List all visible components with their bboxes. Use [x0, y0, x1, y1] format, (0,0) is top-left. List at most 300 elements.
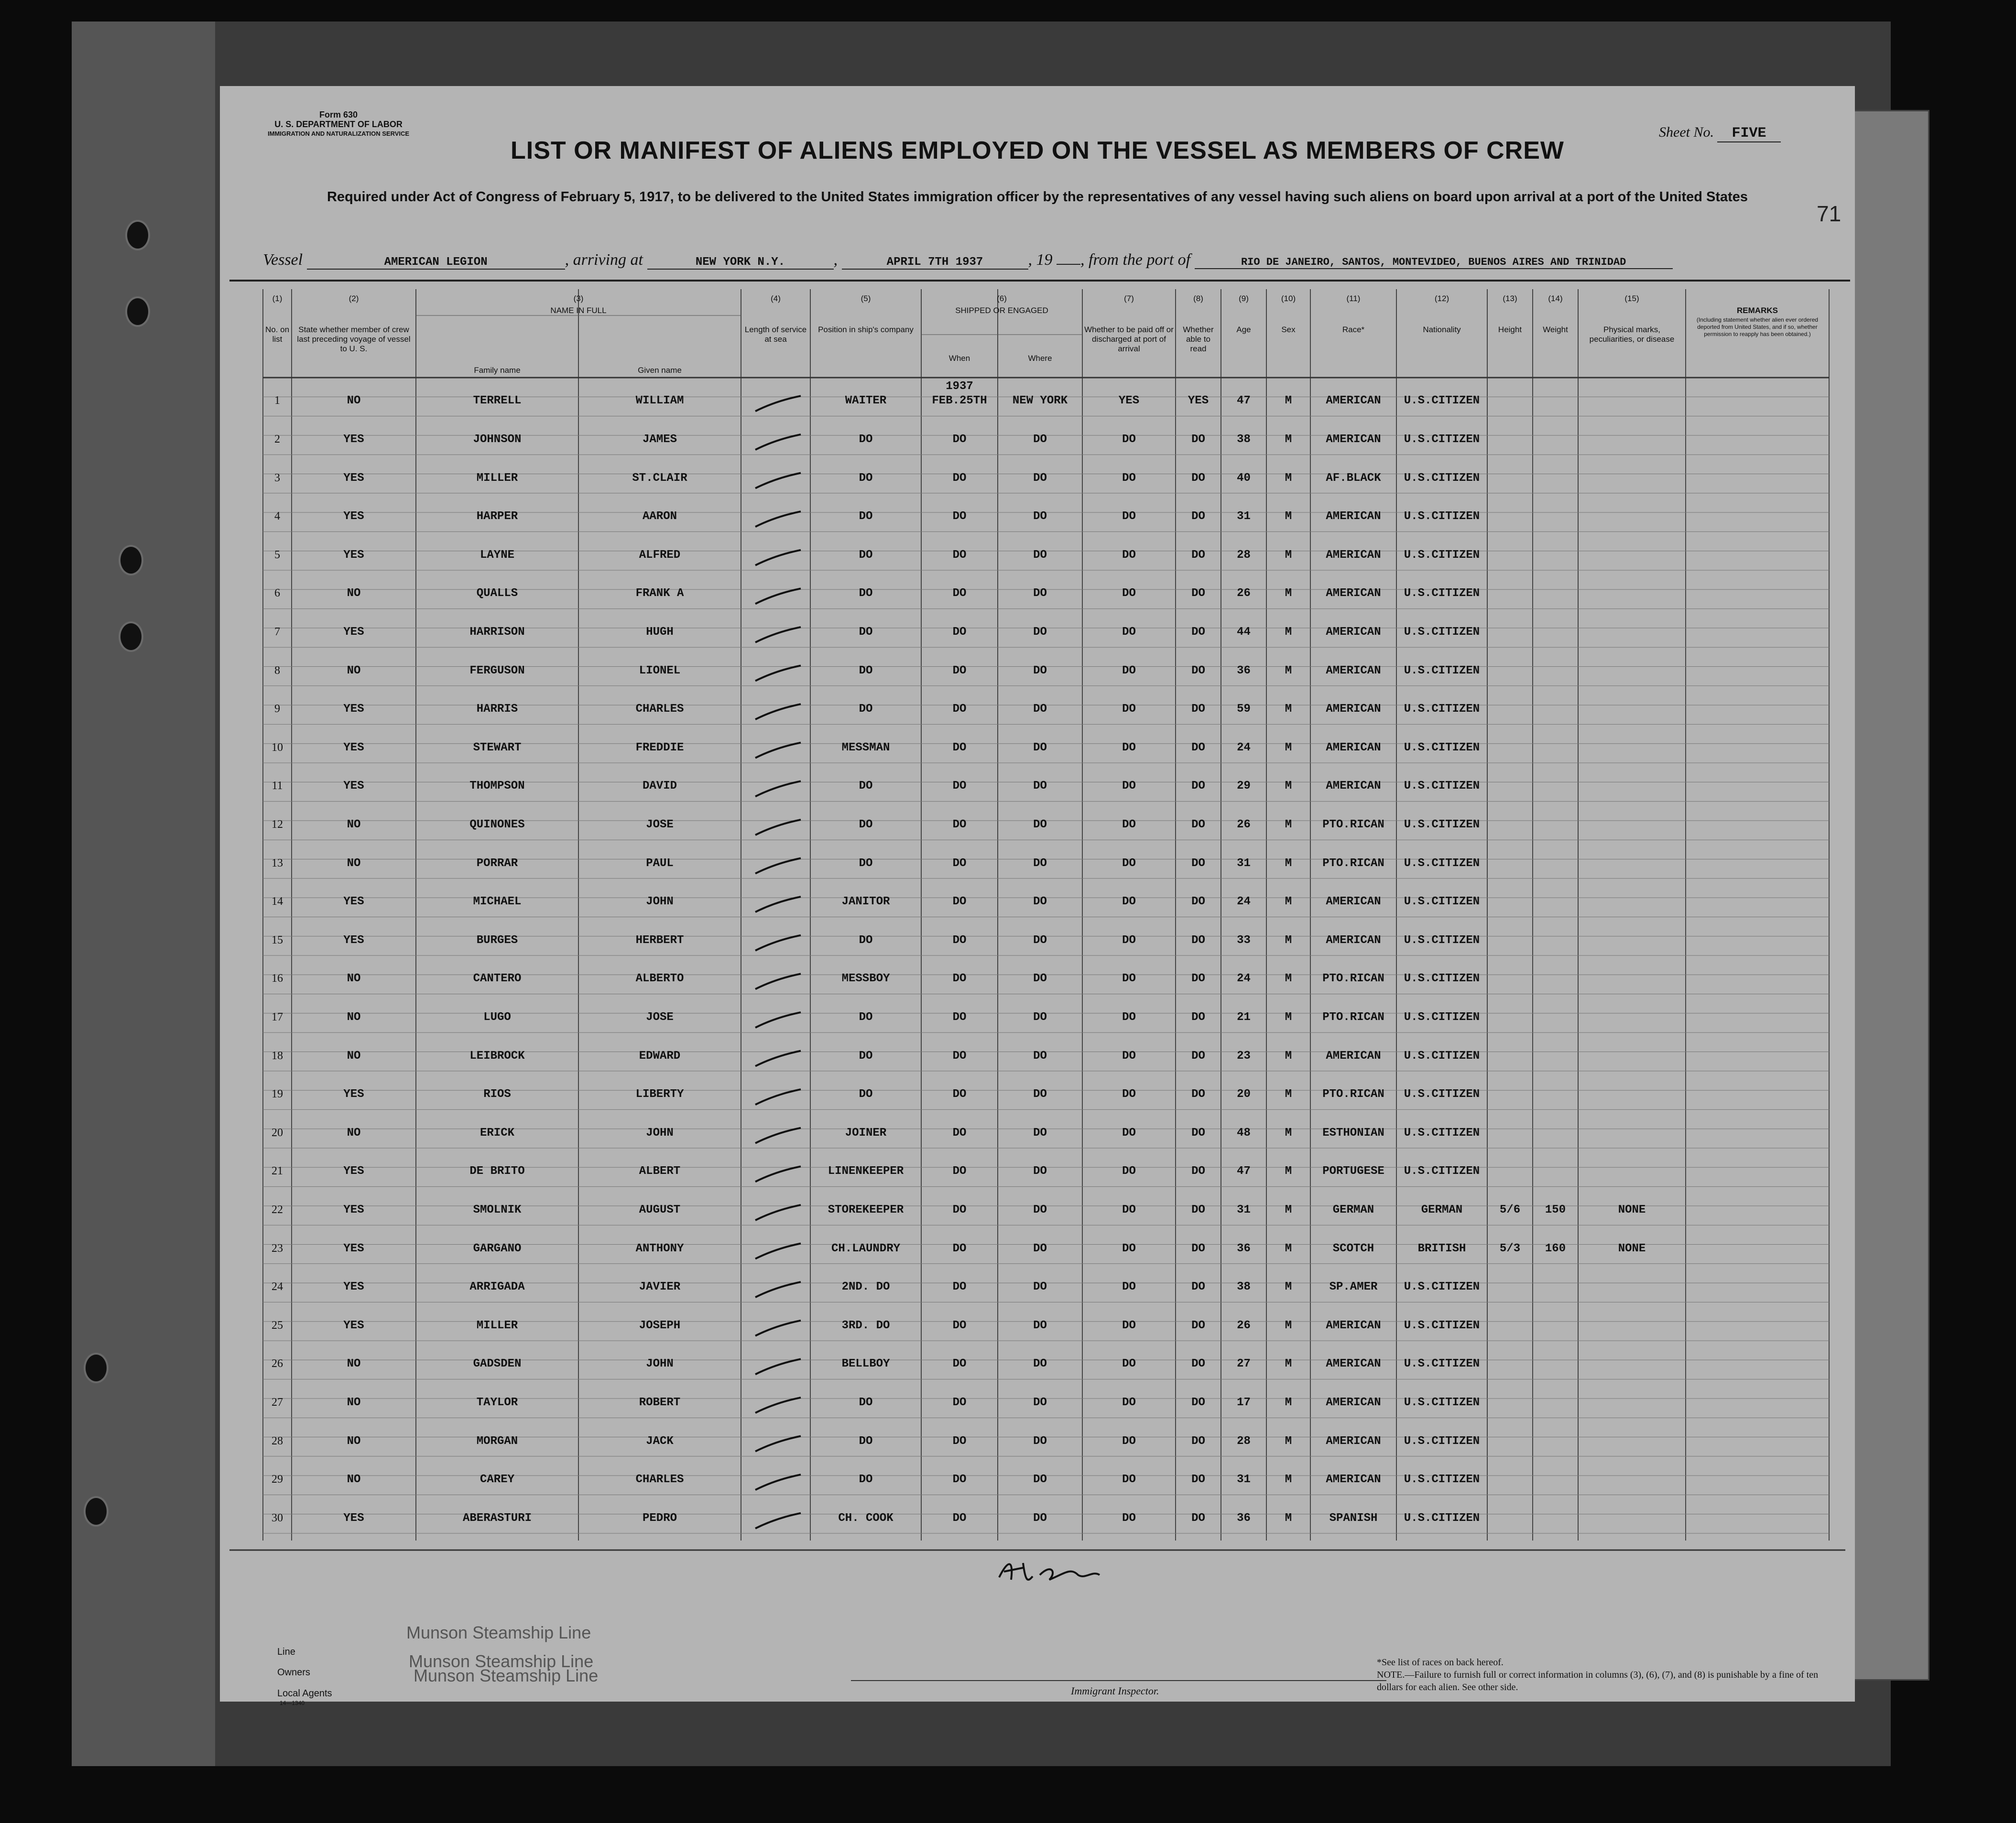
cell-read: DO [1191, 857, 1205, 870]
cell-sex: M [1285, 1010, 1292, 1024]
cell-where: DO [1033, 780, 1047, 793]
cell-when: DO [952, 1473, 967, 1487]
cell-no: 7 [274, 625, 280, 638]
cell-position: DO [859, 857, 873, 870]
cell-race: AMERICAN [1326, 741, 1381, 754]
cell-sex: M [1285, 510, 1292, 523]
cell-sex: M [1285, 818, 1292, 831]
cell-nationality: U.S.CITIZEN [1404, 1165, 1480, 1178]
cell-prev: NO [347, 818, 361, 831]
cell-read: DO [1191, 972, 1205, 986]
cell-family: JOHNSON [473, 433, 522, 446]
cell-nationality: U.S.CITIZEN [1404, 895, 1480, 909]
cell-race: AMERICAN [1326, 895, 1381, 909]
cell-no: 4 [274, 510, 280, 523]
cell-given: CHARLES [635, 703, 684, 716]
cell-position: DO [859, 625, 873, 639]
cell-age: 28 [1237, 548, 1251, 562]
cell-position: DO [859, 933, 873, 947]
cell-family: MILLER [476, 1319, 518, 1332]
cell-paid: DO [1122, 1473, 1136, 1487]
binder-hole [84, 1353, 109, 1383]
cell-where: DO [1033, 1396, 1047, 1409]
column-header: Length of service at sea [744, 325, 807, 344]
cell-paid: DO [1122, 895, 1136, 909]
signature [994, 1553, 1104, 1587]
inspector-signature-line [851, 1680, 1386, 1681]
cell-where: DO [1033, 895, 1047, 909]
column-header: Sex [1281, 325, 1296, 334]
cell-read: DO [1191, 1203, 1205, 1216]
cell-no: 16 [272, 972, 283, 985]
cell-age: 36 [1237, 1511, 1251, 1525]
column-number: (7) [1124, 294, 1134, 303]
cell-given: JACK [646, 1434, 674, 1448]
cell-given: HUGH [646, 625, 674, 639]
service-tick-mark [755, 743, 801, 758]
remarks-note: (Including statement whether alien ever ordered deported from United States, and if so, whether permission to reapply has been obtained.) [1696, 316, 1819, 337]
cell-sex: M [1285, 780, 1292, 793]
cell-paid: DO [1122, 1126, 1136, 1139]
cell-prev: NO [347, 664, 361, 677]
cell-height: 5/3 [1499, 1242, 1521, 1255]
cell-where: DO [1033, 741, 1047, 754]
cell-where: DO [1033, 548, 1047, 562]
cell-race: SPANISH [1329, 1511, 1378, 1525]
cell-when: DO [952, 780, 967, 793]
cell-sex: M [1285, 1357, 1292, 1371]
cell-no: 17 [272, 1010, 283, 1023]
cell-position: LINENKEEPER [828, 1165, 904, 1178]
cell-when: DO [952, 625, 967, 639]
cell-paid: DO [1122, 1319, 1136, 1332]
cell-age: 24 [1237, 741, 1251, 754]
cell-nationality: U.S.CITIZEN [1404, 703, 1480, 716]
service-tick-mark [755, 473, 801, 488]
cell-nationality: U.S.CITIZEN [1404, 857, 1480, 870]
cell-no: 13 [272, 857, 283, 869]
column-header: No. on list [265, 325, 290, 344]
cell-nationality: BRITISH [1417, 1242, 1466, 1255]
department-name: U. S. DEPARTMENT OF LABOR [274, 119, 403, 129]
cell-prev: NO [347, 1434, 361, 1448]
cell-given: EDWARD [639, 1049, 681, 1063]
cell-paid: DO [1122, 664, 1136, 677]
cell-position: DO [859, 1088, 873, 1101]
cell-paid: DO [1122, 972, 1136, 986]
cell-family: MORGAN [476, 1434, 518, 1448]
service-tick-mark [755, 1244, 801, 1259]
service-tick-mark [755, 935, 801, 951]
cell-when: DO [952, 1434, 967, 1448]
cell-paid: DO [1122, 625, 1136, 639]
cell-where: DO [1033, 1203, 1047, 1216]
cell-prev: YES [343, 1280, 364, 1294]
cell-given: WILLIAM [635, 394, 684, 408]
cell-nationality: U.S.CITIZEN [1404, 780, 1480, 793]
binder-hole [125, 220, 150, 250]
cell-prev: NO [347, 1473, 361, 1487]
cell-read: DO [1191, 664, 1205, 677]
cell-age: 29 [1237, 780, 1251, 793]
cell-when: DO [952, 818, 967, 831]
cell-prev: YES [343, 510, 364, 523]
cell-race: AMERICAN [1326, 1049, 1381, 1063]
cell-sex: M [1285, 741, 1292, 754]
cell-no: 5 [274, 548, 280, 561]
cell-paid: DO [1122, 471, 1136, 485]
column-number: (4) [771, 294, 781, 303]
cell-prev: NO [347, 1396, 361, 1409]
cell-read: DO [1191, 741, 1205, 754]
cell-family: CAREY [479, 1473, 514, 1487]
cell-given: AARON [642, 510, 677, 523]
cell-when: DO [952, 1396, 967, 1409]
cell-paid: DO [1122, 1165, 1136, 1178]
cell-where: DO [1033, 625, 1047, 639]
cell-race: SP.AMER [1329, 1280, 1378, 1294]
cell-no: 26 [272, 1357, 283, 1370]
column-number: (2) [349, 294, 359, 303]
vessel-name: AMERICAN LEGION [307, 256, 565, 270]
cell-no: 12 [272, 818, 283, 831]
cell-paid: DO [1122, 1280, 1136, 1294]
cell-read: DO [1191, 780, 1205, 793]
cell-read: DO [1191, 1319, 1205, 1332]
cell-no: 18 [272, 1049, 283, 1062]
service-tick-mark [755, 974, 801, 989]
cell-read: DO [1191, 471, 1205, 485]
cell-where: DO [1033, 587, 1047, 600]
owners-label: Owners [277, 1667, 310, 1678]
cell-age: 31 [1237, 857, 1251, 870]
cell-given: PAUL [646, 857, 674, 870]
cell-when: DO [952, 510, 967, 523]
cell-where: DO [1033, 433, 1047, 446]
cell-where: DO [1033, 972, 1047, 986]
cell-position: DO [859, 780, 873, 793]
cell-paid: DO [1122, 548, 1136, 562]
cell-when: DO [952, 1126, 967, 1139]
cell-nationality: U.S.CITIZEN [1404, 510, 1480, 523]
cell-race: AMERICAN [1326, 780, 1381, 793]
service-tick-mark [755, 1513, 801, 1529]
cell-age: 38 [1237, 1280, 1251, 1294]
cell-read: DO [1191, 433, 1205, 446]
cell-race: AMERICAN [1326, 1357, 1381, 1371]
cell-nationality: U.S.CITIZEN [1404, 1473, 1480, 1487]
cell-nationality: U.S.CITIZEN [1404, 1010, 1480, 1024]
cell-race: PTO.RICAN [1322, 1088, 1384, 1101]
cell-given: PEDRO [642, 1511, 677, 1525]
cell-sex: M [1285, 703, 1292, 716]
line-label: Line [277, 1647, 295, 1657]
cell-age: 31 [1237, 510, 1251, 523]
cell-family: QUALLS [476, 587, 518, 600]
line-stamp: Munson Steamship Line [406, 1623, 591, 1642]
cell-paid: DO [1122, 1396, 1136, 1409]
cell-paid: DO [1122, 1434, 1136, 1448]
binder-hole [84, 1496, 109, 1527]
column-number: (14) [1548, 294, 1563, 303]
cell-age: 47 [1237, 394, 1251, 408]
column-number: (3) [573, 294, 584, 303]
cell-no: 8 [274, 664, 280, 677]
cell-when: DO [952, 1357, 967, 1371]
cell-prev: NO [347, 1010, 361, 1024]
cell-sex: M [1285, 1088, 1292, 1101]
cell-no: 23 [272, 1242, 283, 1255]
cell-paid: DO [1122, 741, 1136, 754]
cell-given: LIONEL [639, 664, 681, 677]
cell-sex: M [1285, 972, 1292, 986]
cell-prev: YES [343, 1165, 364, 1178]
cell-family: STEWART [473, 741, 522, 754]
cell-prev: YES [343, 1203, 364, 1216]
binder-hole [125, 296, 150, 327]
column-header: Whether to be paid off or discharged at port of arrival [1084, 325, 1174, 353]
cell-family: ERICK [479, 1126, 514, 1139]
cell-where: DO [1033, 1088, 1047, 1101]
cell-when: DO [952, 1511, 967, 1525]
cell-no: 24 [272, 1280, 283, 1293]
cell-when: DO [952, 741, 967, 754]
cell-nationality: U.S.CITIZEN [1404, 664, 1480, 677]
cell-where: DO [1033, 1357, 1047, 1371]
cell-age: 38 [1237, 433, 1251, 446]
cell-age: 47 [1237, 1165, 1251, 1178]
cell-when: DO [952, 1319, 967, 1332]
cell-position: DO [859, 433, 873, 446]
cell-age: 17 [1237, 1396, 1251, 1409]
cell-no: 30 [272, 1511, 283, 1524]
column-header: State whether member of crew last preceding voyage of vessel to U. S. [297, 325, 411, 353]
cell-paid: DO [1122, 587, 1136, 600]
cell-given: ALBERTO [635, 972, 684, 986]
cell-race: AMERICAN [1326, 933, 1381, 947]
cell-given: JOSEPH [639, 1319, 681, 1332]
cell-prev: YES [343, 1088, 364, 1101]
cell-family: GARGANO [473, 1242, 522, 1255]
cell-race: AMERICAN [1326, 548, 1381, 562]
cell-no: 2 [274, 433, 280, 445]
cell-no: 10 [272, 741, 283, 754]
cell-age: 36 [1237, 1242, 1251, 1255]
cell-where: DO [1033, 1242, 1047, 1255]
cell-nationality: U.S.CITIZEN [1404, 818, 1480, 831]
cell-age: 26 [1237, 587, 1251, 600]
cell-nationality: U.S.CITIZEN [1404, 394, 1480, 408]
cell-where: DO [1033, 1049, 1047, 1063]
cell-prev: NO [347, 857, 361, 870]
cell-weight: 150 [1545, 1203, 1566, 1216]
cell-race: AF.BLACK [1326, 471, 1381, 485]
cell-given: LIBERTY [635, 1088, 684, 1101]
cell-position: JANITOR [841, 895, 890, 909]
cell-age: 26 [1237, 818, 1251, 831]
cell-race: AMERICAN [1326, 1473, 1381, 1487]
cell-nationality: U.S.CITIZEN [1404, 1357, 1480, 1371]
cell-paid: DO [1122, 703, 1136, 716]
cell-no: 20 [272, 1126, 283, 1139]
cell-read: DO [1191, 510, 1205, 523]
cell-sex: M [1285, 895, 1292, 909]
cell-where: NEW YORK [1012, 394, 1068, 408]
cell-no: 27 [272, 1396, 283, 1409]
cell-family: MILLER [476, 471, 518, 485]
column-number: (9) [1239, 294, 1249, 303]
cell-sex: M [1285, 1203, 1292, 1216]
cell-no: 21 [272, 1165, 283, 1178]
cell-position: DO [859, 703, 873, 716]
cell-prev: YES [343, 471, 364, 485]
subtitle: Required under Act of Congress of February 5, 1917, to be delivered to the United States immigration officer by the representatives of any vessel having such aliens on board upon arrival at a port of the United States [327, 189, 1748, 205]
cell-where: DO [1033, 1010, 1047, 1024]
cell-when: DO [952, 587, 967, 600]
cell-read: DO [1191, 1165, 1205, 1178]
cell-family: QUINONES [469, 818, 525, 831]
cell-position: DO [859, 664, 873, 677]
page-title: LIST OR MANIFEST OF ALIENS EMPLOYED ON THE VESSEL AS MEMBERS OF CREW [511, 137, 1564, 164]
cell-prev: YES [343, 548, 364, 562]
cell-sex: M [1285, 1280, 1292, 1294]
cell-paid: DO [1122, 1511, 1136, 1525]
service-tick-mark [755, 1359, 801, 1374]
cell-given: DAVID [642, 780, 677, 793]
cell-prev: NO [347, 1049, 361, 1063]
column-header: Nationality [1423, 325, 1461, 334]
cell-read: DO [1191, 1126, 1205, 1139]
cell-sex: M [1285, 1319, 1292, 1332]
cell-read: DO [1191, 625, 1205, 639]
cell-age: 24 [1237, 895, 1251, 909]
cell-read: DO [1191, 703, 1205, 716]
column-number: (1) [272, 294, 283, 303]
column-number: (5) [861, 294, 871, 303]
cell-position: DO [859, 1010, 873, 1024]
cell-prev: YES [343, 741, 364, 754]
cell-family: TAYLOR [476, 1396, 518, 1409]
cell-given: ROBERT [639, 1396, 681, 1409]
cell-position: MESSBOY [841, 972, 890, 986]
cell-no: 11 [272, 780, 283, 792]
cell-prev: YES [343, 1319, 364, 1332]
cell-no: 3 [274, 471, 280, 484]
cell-race: PTO.RICAN [1322, 1010, 1384, 1024]
cell-age: 31 [1237, 1473, 1251, 1487]
cell-age: 36 [1237, 664, 1251, 677]
cell-position: JOINER [845, 1126, 887, 1139]
cell-no: 9 [274, 703, 280, 716]
cell-race: GERMAN [1332, 1203, 1374, 1216]
cell-given: ALFRED [639, 548, 681, 562]
cell-sex: M [1285, 1473, 1292, 1487]
inspector-label: Immigrant Inspector. [1071, 1685, 1159, 1697]
cell-read: DO [1191, 933, 1205, 947]
cell-no: 1 [274, 394, 280, 407]
service-tick-mark [755, 627, 801, 642]
column-number: (12) [1434, 294, 1449, 303]
cell-read: DO [1191, 1473, 1205, 1487]
cell-age: 59 [1237, 703, 1251, 716]
cell-age: 33 [1237, 933, 1251, 947]
cell-sex: M [1285, 625, 1292, 639]
cell-where: DO [1033, 1511, 1047, 1525]
cell-read: DO [1191, 1280, 1205, 1294]
cell-given: JOHN [646, 1357, 674, 1371]
cell-where: DO [1033, 818, 1047, 831]
cell-position: MESSMAN [841, 741, 890, 754]
cell-sex: M [1285, 1126, 1292, 1139]
column-header: NAME IN FULL [550, 306, 607, 315]
cell-sex: M [1285, 933, 1292, 947]
cell-family: HARRIS [476, 703, 518, 716]
column-subheader: When [948, 354, 970, 363]
cell-family: GADSDEN [473, 1357, 522, 1371]
service-tick-mark [755, 1051, 801, 1066]
cell-when: DO [952, 972, 967, 986]
cell-paid: DO [1122, 933, 1136, 947]
cell-when: DO [952, 1242, 967, 1255]
cell-weight: 160 [1545, 1242, 1566, 1255]
binder-hole [119, 545, 143, 575]
cell-marks: NONE [1618, 1203, 1646, 1216]
cell-nationality: U.S.CITIZEN [1404, 587, 1480, 600]
cell-nationality: U.S.CITIZEN [1404, 1126, 1480, 1139]
race-footnote: *See list of races on back hereof. [1377, 1657, 1504, 1668]
cell-nationality: U.S.CITIZEN [1404, 625, 1480, 639]
cell-race: AMERICAN [1326, 1396, 1381, 1409]
cell-age: 31 [1237, 1203, 1251, 1216]
service-tick-mark [755, 704, 801, 719]
service-tick-mark [755, 1012, 801, 1028]
pencil-page-number: 71 [1817, 201, 1842, 226]
cell-given: JOHN [646, 1126, 674, 1139]
cell-sex: M [1285, 664, 1292, 677]
cell-paid: DO [1122, 818, 1136, 831]
service-tick-mark [755, 1205, 801, 1220]
cell-nationality: U.S.CITIZEN [1404, 741, 1480, 754]
cell-age: 27 [1237, 1357, 1251, 1371]
cell-prev: NO [347, 1357, 361, 1371]
cell-sex: M [1285, 394, 1292, 408]
cell-paid: DO [1122, 1242, 1136, 1255]
cell-prev: YES [343, 625, 364, 639]
cell-given: JAVIER [639, 1280, 681, 1294]
service-tick-mark [755, 1475, 801, 1490]
cell-where: DO [1033, 933, 1047, 947]
service-tick-mark [755, 511, 801, 527]
cell-when: DO [952, 1010, 967, 1024]
cell-given: FREDDIE [635, 741, 684, 754]
cell-nationality: U.S.CITIZEN [1404, 1434, 1480, 1448]
cell-race: AMERICAN [1326, 510, 1381, 523]
cell-sex: M [1285, 1396, 1292, 1409]
column-subheader: Where [1028, 354, 1052, 363]
cell-age: 48 [1237, 1126, 1251, 1139]
cell-age: 26 [1237, 1319, 1251, 1332]
cell-prev: NO [347, 587, 361, 600]
manifest-sheet [220, 86, 1855, 1706]
cell-position: DO [859, 471, 873, 485]
cell-given: JAMES [642, 433, 677, 446]
cell-no: 28 [272, 1434, 283, 1447]
cell-read: DO [1191, 1010, 1205, 1024]
cell-race: AMERICAN [1326, 587, 1381, 600]
cell-nationality: U.S.CITIZEN [1404, 1280, 1480, 1294]
cell-family: HARRISON [469, 625, 525, 639]
cell-paid: DO [1122, 1049, 1136, 1063]
